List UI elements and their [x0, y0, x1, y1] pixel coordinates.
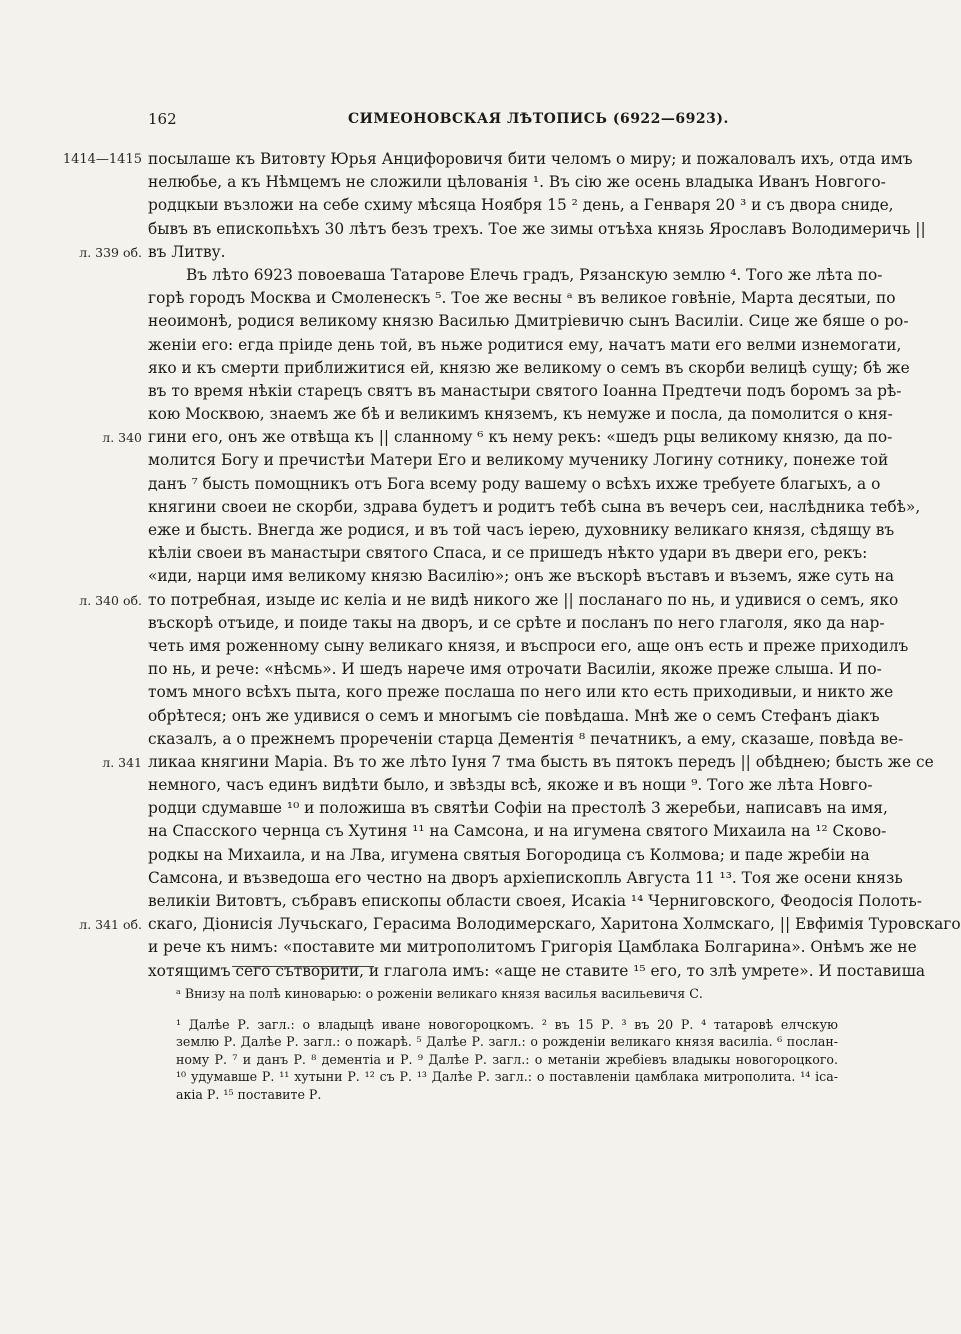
text-line — [0, 635, 909, 658]
footnote-list — [176, 1016, 838, 1103]
text-line — [0, 519, 900, 542]
line-text: нелюбье, а къ Нѣмцемъ не сложили цѣлованія ¹. Въ сію же осень владыка Иванъ Новгого- — [148, 173, 886, 192]
text-line — [0, 820, 900, 843]
page-number: 162 — [148, 110, 177, 128]
line-text: кою Москвою, знаемъ же бѣ и великимъ княземъ, къ немуже и посла, да помолится о кня- — [148, 405, 893, 424]
text-line — [0, 194, 900, 217]
text-line — [0, 705, 900, 728]
line-text: посылаше къ Витовту Юрья Анцифоровичя бити челомъ о миру; и пожаловалъ ихъ, отда имъ — [148, 150, 913, 168]
line-text: на Спасского чернца съ Хутиня ¹¹ на Самсона, и на игумена святого Михаила на ¹² Сково- — [148, 822, 887, 841]
text-line — [0, 287, 900, 310]
line-text: родци сдумавше ¹⁰ и положиша въ святѣи Софіи на престолѣ 3 жеребьи, написавъ на имя, — [148, 799, 888, 818]
text-line — [0, 310, 909, 333]
line-text: женіи его: егда пріиде день той, въ ньже родитися ему, начатъ мати его велми изнемогати, — [148, 335, 902, 354]
line-text: хотящимъ сего сътворити, и глагола имъ: «аще не ставите ¹⁵ его, то злѣ умрете». И поставиша — [148, 961, 926, 980]
text-line — [0, 589, 900, 612]
text-line — [0, 357, 910, 380]
text-line — [0, 334, 900, 357]
line-text: данъ ⁷ бысть помощникъ отъ Бога всему роду вашему о всѣхъ ихже требуете благыхъ, а о — [148, 474, 881, 493]
line-text: Самсона, и възведоша его честно на дворъ архіепископль Августа 11 ¹³. Тоя же осени князь — [148, 868, 903, 887]
line-text: сказалъ, а о прежнемъ прореченіи старца Дементія ⁸ печатникъ, а ему, сказаше, повѣда ве- — [148, 729, 904, 748]
line-text: яко и къ смерти приближитися ей, князю же великому о семъ въ скорби велицѣ сущу; бѣ же — [148, 358, 910, 377]
text-line — [0, 612, 900, 635]
text-line — [0, 171, 900, 194]
footnotes — [176, 984, 838, 1103]
text-line — [0, 449, 900, 472]
line-text: «иди, нарци имя великому князю Василію»; онъ же въскорѣ въставъ и въземъ, яже суть на — [148, 567, 895, 586]
footnote-a: ᵃ Внизу на полѣ киноварью: о роженіи великаго князя василья васильевичя С. — [176, 986, 703, 1001]
text-line — [0, 473, 900, 496]
line-text: родкы на Михаила, и на Лва, игумена святыя Богородица съ Колмова; и паде жребіи на — [148, 845, 870, 864]
page-header — [148, 110, 848, 134]
text-line — [0, 844, 900, 867]
footnote-line: ¹⁰ удумавше Р. ¹¹ хутыни Р. ¹² съ Р. ¹³ Далѣе Р. загл.: о поставленіи цамблака митрополита. ¹⁴ ісa- — [176, 1069, 838, 1085]
text-line — [0, 774, 900, 797]
folio-margin-note: л. 341 об. — [79, 917, 142, 933]
year-margin-note: 1414—1415 — [62, 152, 142, 167]
text-line — [0, 218, 926, 241]
text-line — [0, 380, 900, 403]
line-text: немного, часъ единъ видѣти было, и звѣзды всѣ, якоже и въ нощи ⁹. Того же лѣта Новго- — [148, 776, 873, 795]
chronicle-text — [0, 148, 961, 983]
line-text: томъ много всѣхъ пыта, кого преже послаша по него или кто есть приходивыи, и никто же — [148, 683, 894, 702]
line-text: въ то время нѣкіи старецъ святъ въ манастыри святого Іоанна Предтечи подъ боромъ за рѣ- — [148, 381, 902, 400]
line-text: кѣліи своеи въ манастыри святого Спаса, и се пришедъ нѣкто удари въ двери его, рекъ: — [148, 544, 868, 563]
line-text: и рече къ нимъ: «поставите ми митрополитомъ Григорія Цамблака Болгарина». Онѣмъ же не — [148, 938, 917, 957]
text-line — [0, 658, 900, 681]
text-line — [0, 913, 961, 936]
text-line — [0, 728, 904, 751]
text-line — [0, 890, 923, 913]
folio-margin-note: л. 339 об. — [79, 244, 142, 260]
line-text: княгини своеи не скорби, здрава будетъ и родитъ тебѣ сына въ вечеръ сеи, наслѣдника тебѣ», — [148, 497, 921, 516]
line-text: ликаа княгини Маріа. Въ то же лѣто Іуня 7 тма бысть въ пятокъ передъ || обѣднею; бысть же се — [148, 752, 934, 771]
line-text: скаго, Діонисія Лучьскаго, Герасима Володимерскаго, Харитона Холмскаго, || Евфимія Туровскаго — [148, 915, 961, 934]
text-line — [0, 148, 913, 171]
line-text: Въ лѣто 6923 повоеваша Татарове Елечь градъ, Рязанскую землю ⁴. Того же лѣта по- — [186, 265, 883, 284]
text-line — [0, 960, 926, 983]
line-text: молится Богу и пречистѣи Матери Его и великому мученику Логину сотнику, понеже той — [148, 451, 889, 470]
text-line — [0, 681, 900, 704]
line-text: четь имя роженному сыну великаго князя, и въспроси его, аще онъ есть и преже приходилъ — [148, 636, 909, 655]
footnote-divider — [232, 966, 374, 967]
line-text: обрѣтеся; онъ же удивися о семъ и многымъ сіе повѣдаша. Мнѣ же о семъ Стефанъ діакъ — [148, 706, 880, 725]
footnote-line: землю Р. Далѣе Р. загл.: о пожарѣ. ⁵ Далѣе Р. загл.: о рожденіи великаго князя василіа. ⁶ послан- — [176, 1034, 838, 1050]
text-line — [0, 241, 900, 264]
line-text: по нь, и рече: «нѣсмь». И шедъ нарече имя отрочати Василіи, якоже преже слыша. И по- — [148, 660, 882, 679]
line-text: еже и бысть. Внегда же родися, и въ той часъ іерею, духовнику великаго князя, сѣдящу въ — [148, 521, 895, 539]
footnote-line: акіа Р. ¹⁵ поставите Р. — [176, 1086, 322, 1102]
text-line — [0, 264, 900, 287]
running-title: СИМЕОНОВСКАЯ ЛѢТОПИСЬ (6922—6923). — [348, 111, 729, 127]
line-text: неоимонѣ, родися великому князю Василью Дмитріевичю сынъ Василіи. Сице же бяше о ро- — [148, 312, 909, 331]
text-line — [0, 867, 903, 890]
line-text: въ Литву. — [148, 242, 226, 261]
text-line — [0, 565, 900, 588]
folio-margin-note: л. 340 — [102, 430, 142, 446]
text-line — [0, 936, 917, 959]
line-text: великіи Витовтъ, събравъ епископы области своея, Исакіа ¹⁴ Черниговского, Феодосія Полоть- — [148, 892, 923, 910]
line-text: гини его, онъ же отвѣща къ || сланному ⁶ къ нему рекъ: «шедъ рцы великому князю, да по- — [148, 428, 893, 447]
footnote-line: ¹ Далѣе Р. загл.: о владыцѣ иване новогороцкомъ. ² въ 15 Р. ³ въ 20 Р. ⁴ татаровѣ елчскую — [176, 1017, 838, 1032]
footnote-line: ному Р. ⁷ и данъ Р. ⁸ дементіа и Р. ⁹ Далѣе Р. загл.: о метаніи жребіевъ владыкы новогороцкого. — [176, 1051, 838, 1067]
line-text: то потребная, изыде ис келіа и не видѣ никого же || посланаго по нь, и удивися о семъ, яко — [148, 590, 899, 609]
text-line — [0, 403, 900, 426]
text-line — [0, 542, 900, 565]
line-text: бывъ въ епископьѣхъ 30 лѣтъ безъ трехъ. Тое же зимы отъѣха князь Ярославъ Володимеричь || — [148, 219, 926, 238]
text-line — [0, 496, 921, 519]
line-text: въскорѣ отъиде, и пoиде такы на дворъ, и се срѣте и посланъ по него глаголя, яко да нар- — [148, 613, 885, 632]
text-line — [0, 751, 934, 774]
folio-margin-note: л. 340 об. — [79, 592, 142, 608]
text-line — [0, 797, 900, 820]
line-text: родцкыи възложи на себе схиму мѣсяца Ноября 15 ² день, а Генваря 20 ³ и съ двора сниде, — [148, 196, 894, 215]
line-text: горѣ городъ Москва и Смоленескъ ⁵. Тое же весны ᵃ въ великое говѣніе, Марта десятыи, по — [148, 289, 896, 308]
text-line — [0, 426, 900, 449]
folio-margin-note: л. 341 — [102, 754, 142, 770]
